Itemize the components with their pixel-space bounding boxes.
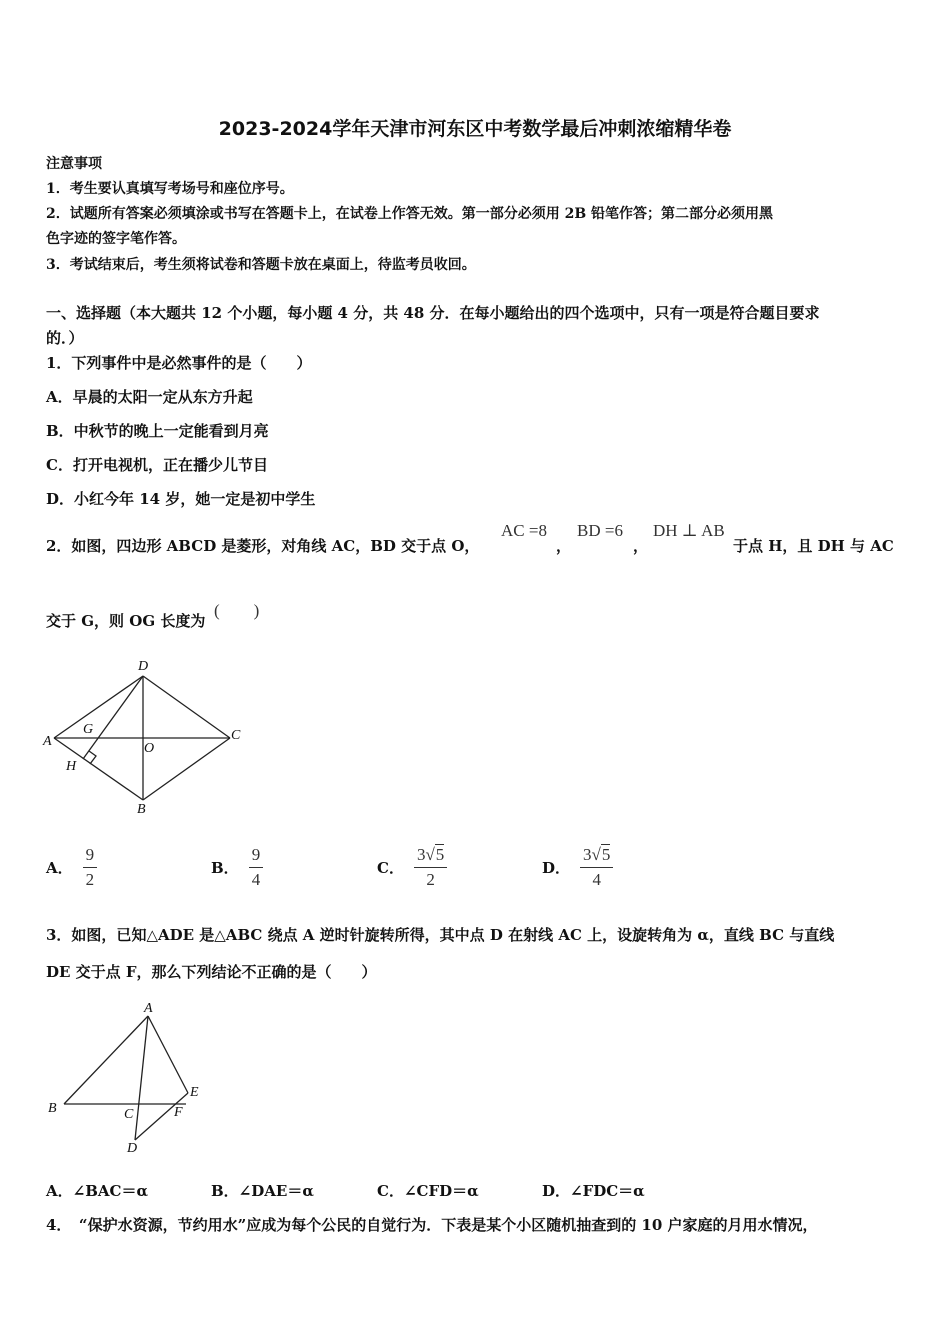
notice-heading: 注意事项 (46, 156, 102, 172)
q2-label-b: B (137, 802, 146, 817)
coefficient: 3 (583, 844, 592, 864)
q2-math-bd: BD =6 (577, 521, 623, 540)
denominator: 2 (85, 869, 95, 889)
numerator (580, 845, 613, 868)
q3-label-b: B (48, 1101, 57, 1116)
q2-answer-paren: ( ) (214, 601, 260, 620)
q3-rotation-figure (40, 998, 220, 1163)
option-label: B． (211, 858, 239, 877)
denominator: 4 (251, 869, 261, 889)
radicand: 5 (601, 844, 611, 864)
q2-label-a: A (43, 734, 52, 749)
q2-option-a (46, 842, 97, 892)
q2-math-dh: DH ⊥ AB (653, 521, 725, 540)
notice-item: 2．试题所有答案必须填涂或书写在答题卡上，在试卷上作答无效。第一部分必须用 2B 铅笔作答；第二部分必须用黑 (46, 206, 774, 222)
q2-label-g: G (83, 722, 94, 737)
option-label: A． (46, 858, 73, 877)
q3-option-c: C．∠CFD＝α (377, 1182, 479, 1200)
q2-sep: ， (556, 537, 572, 555)
page-title: 2023-2024学年天津市河东区中考数学最后冲刺浓缩精华卷 (218, 118, 732, 140)
coefficient: 3 (416, 844, 426, 864)
radicand: 5 (435, 844, 445, 864)
notice-item: 3．考试结束后，考生须将试卷和答题卡放在桌面上，待监考员收回。 (46, 257, 476, 273)
q1-stem: 1．下列事件中是必然事件的是（ ） (46, 354, 312, 372)
q1-option-a: A．早晨的太阳一定从东方升起 (46, 388, 253, 406)
numerator: 9 (83, 845, 98, 868)
q2-sep: ， (633, 537, 649, 555)
q3-label-c: C (124, 1107, 134, 1122)
q1-option-c: C．打开电视机，正在播少儿节目 (46, 456, 268, 474)
q3-label-f: F (174, 1105, 183, 1120)
fraction (83, 845, 98, 890)
q2-label-h: H (66, 759, 77, 774)
q2-stem: 2．如图，四边形 ABCD 是菱形，对角线 AC，BD 交于点 O， (46, 537, 480, 555)
q2-rhombus-figure (40, 652, 250, 822)
sqrt-icon: √ (425, 844, 435, 864)
q3-label-d: D (127, 1141, 138, 1156)
q3-stem: 3．如图，已知△ADE 是△ABC 绕点 A 逆时针旋转所得，其中点 D 在射线 AC 上，设旋转角为 α，直线 BC 与直线 (46, 926, 835, 944)
section-heading: 一、选择题（本大题共 12 个小题，每小题 4 分，共 48 分．在每小题给出的四个选项中，只有一项是符合题目要求 (46, 304, 820, 322)
q1-option-d: D．小红今年 14 岁，她一定是初中学生 (46, 490, 316, 508)
numerator: 9 (249, 845, 264, 868)
q4-stem: 4． “保护水资源，节约用水”应成为每个公民的自觉行为．下表是某个小区随机抽查到的 10 户家庭的月用水情况， (46, 1216, 818, 1234)
q2-option-c (377, 842, 447, 892)
section-heading-cont: 的．） (46, 329, 84, 347)
denominator: 2 (426, 869, 435, 889)
q3-option-b: B．∠DAE＝α (211, 1182, 314, 1200)
q2-label-d: D (138, 659, 149, 674)
fraction (414, 845, 447, 890)
option-label: C． (377, 858, 404, 877)
q2-stem-cont: 于点 H，且 DH 与 AC (733, 537, 894, 555)
q3-label-a: A (144, 1001, 153, 1016)
notice-item: 色字迹的签字笔作答。 (46, 231, 186, 247)
q2-label-c: C (231, 728, 241, 743)
q3-option-d: D．∠FDC＝α (542, 1182, 645, 1200)
q1-option-b: B．中秋节的晚上一定能看到月亮 (46, 422, 269, 440)
denominator: 4 (592, 869, 601, 889)
option-label: D． (542, 858, 571, 877)
numerator (414, 845, 447, 868)
sqrt-icon: √ (591, 844, 601, 864)
fraction (580, 845, 613, 890)
notice-item: 1．考生要认真填写考场号和座位序号。 (46, 181, 294, 197)
fraction (249, 845, 264, 890)
q2-stem-cont: 交于 G，则 OG 长度为 (46, 612, 206, 630)
q3-option-a: A．∠BAC＝α (46, 1182, 149, 1200)
q2-option-b (211, 842, 263, 892)
q2-label-o: O (144, 741, 155, 756)
q2-option-d (542, 842, 613, 892)
q3-label-e: E (190, 1085, 199, 1100)
q2-math-ac: AC =8 (501, 521, 547, 540)
q3-stem-cont: DE 交于点 F，那么下列结论不正确的是（ ） (46, 963, 377, 981)
